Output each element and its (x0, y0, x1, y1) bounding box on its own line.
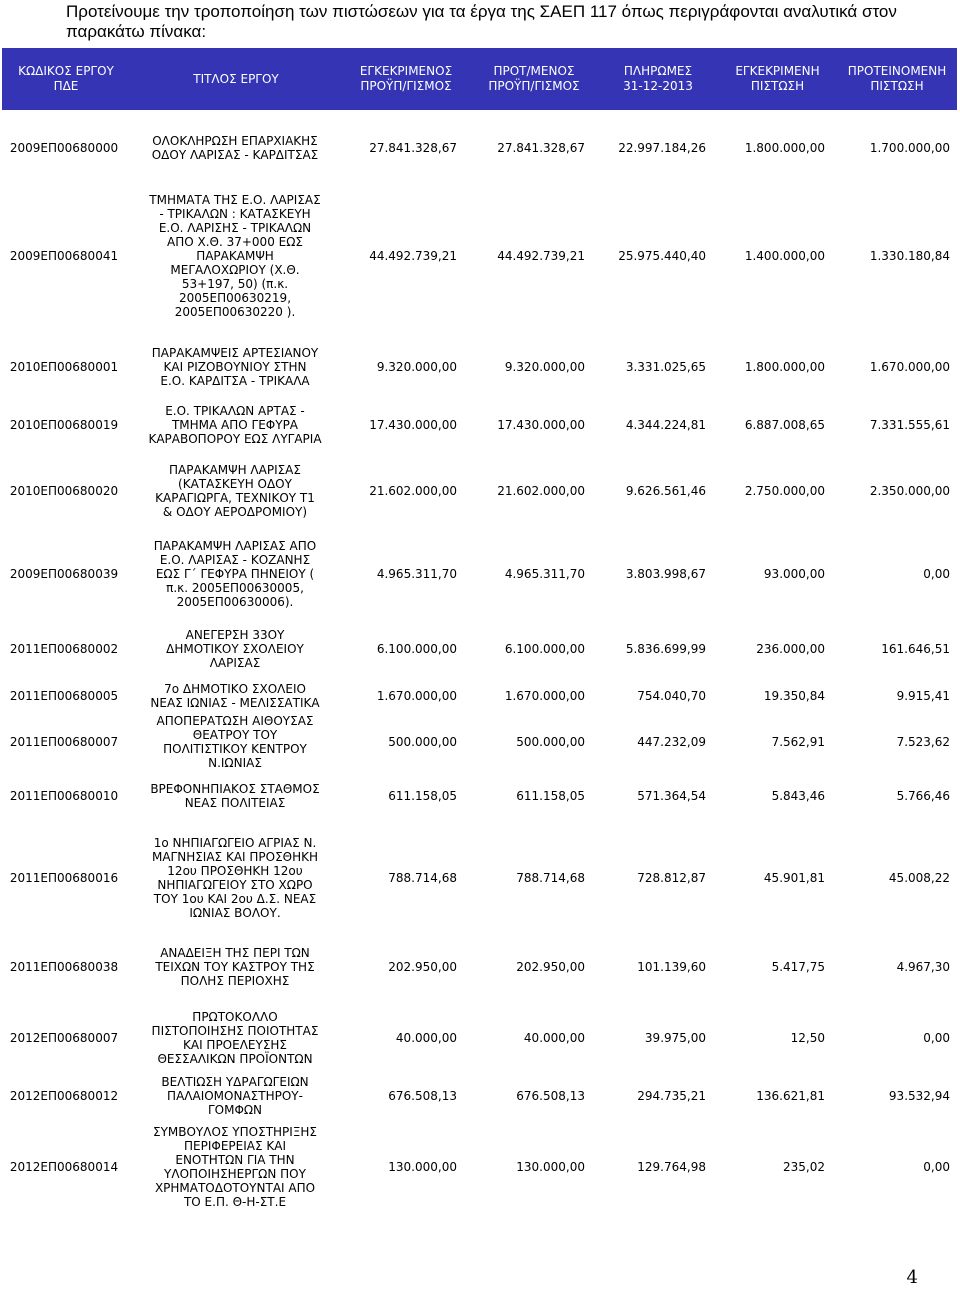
project-title-cell: 1ο ΝΗΠΙΑΓΩΓΕΙΟ ΑΓΡΙΑΣ Ν. ΜΑΓΝΗΣΙΑΣ ΚΑΙ ΠΡΟΣΘΗΚΗ 12ου ΠΡΟΣΘΗΚΗ 12ου ΝΗΠΙΑΓΩΓΕΙΟΥ ΣΤΟ ΧΩΡΟ ΤΟΥ 1ου ΚΑΙ 2ου Δ.Σ. ΝΕΑΣ ΙΩΝΙΑΣ ΒΟΛΟΥ. (151, 836, 319, 920)
project-title-cell: ΟΛΟΚΛΗΡΩΣΗ ΕΠΑΡΧΙΑΚΗΣ ΟΔΟΥ ΛΑΡΙΣΑΣ - ΚΑΡΔΙΤΣΑΣ (151, 134, 319, 162)
proposed-credit-cell: 7.331.555,61 (869, 418, 950, 432)
payments-cell: 101.139,60 (637, 960, 706, 974)
project-code-cell: 2009ΕΠ00680039 (9, 567, 119, 581)
table-row (0, 934, 960, 1000)
project-code-cell: 2010ΕΠ00680019 (9, 418, 119, 432)
proposed-credit-cell: 4.967,30 (896, 960, 950, 974)
proposed-budget-cell: 130.000,00 (516, 1160, 585, 1174)
payments-cell: 294.735,21 (637, 1089, 706, 1103)
approved-budget-cell: 17.430.000,00 (369, 418, 457, 432)
project-code-cell: 2009ΕΠ00680000 (9, 141, 119, 155)
approved-budget-cell: 27.841.328,67 (369, 141, 457, 155)
approved-budget-cell: 6.100.000,00 (376, 642, 457, 656)
approved-credit-cell: 45.901,81 (763, 871, 825, 885)
project-title-cell: ΣΥΜΒΟΥΛΟΣ ΥΠΟΣΤΗΡΙΞΗΣ ΠΕΡΙΦΕΡΕΙΑΣ ΚΑΙ ΕΝΟΤΗΤΩΝ ΓΙΑ ΤΗΝ ΥΛΟΠΟΙΗΣΗΕΡΓΩΝ ΠΟΥ ΧΡΗΜΑΤΟΔΟΤΟΥΝΤΑΙ ΑΠΟ ΤΟ Ε.Π. Θ-Η-ΣΤ.Ε (152, 1125, 318, 1209)
proposed-credit-cell: 0,00 (923, 1160, 950, 1174)
approved-credit-cell: 19.350,84 (763, 689, 825, 703)
proposed-credit-cell: 9.915,41 (896, 689, 950, 703)
payments-cell: 25.975.440,40 (618, 249, 706, 263)
table-row (0, 530, 960, 618)
proposed-credit-cell: 1.700.000,00 (869, 141, 950, 155)
header-project-title: ΤΙΤΛΟΣ ΕΡΓΟΥ (193, 71, 279, 86)
project-title-cell: ΤΜΗΜΑΤΑ ΤΗΣ Ε.Ο. ΛΑΡΙΣΑΣ - ΤΡΙΚΑΛΩΝ : ΚΑΤΑΣΚΕΥΗ Ε.Ο. ΛΑΡΙΣΗΣ - ΤΡΙΚΑΛΩΝ ΑΠΟ Χ.Θ. 37+000 ΕΩΣ ΠΑΡΑΚΑΜΨΗ ΜΕΓΑΛΟΧΩΡΙΟΥ (Χ.Θ. 53+197, 50) (π.κ. 2005ΕΠ00630219, 2005ΕΠ00630220 ). (149, 193, 321, 319)
payments-cell: 129.764,98 (637, 1160, 706, 1174)
approved-budget-cell: 611.158,05 (388, 789, 457, 803)
project-title-cell: ΠΑΡΑΚΑΜΨΗ ΛΑΡΙΣΑΣ (ΚΑΤΑΣΚΕΥΗ ΟΔΟΥ ΚΑΡΑΓΙΩΡΓΑ, ΤΕΧΝΙΚΟΥ Τ1 & ΟΔΟΥ ΑΕΡΟΔΡΟΜΙΟΥ) (155, 463, 315, 519)
proposed-budget-cell: 1.670.000,00 (504, 689, 585, 703)
project-title-cell: 7ο ΔΗΜΟΤΙΚΟ ΣΧΟΛΕΙΟ ΝΕΑΣ ΙΩΝΙΑΣ - ΜΕΛΙΣΣΑΤΙΚΑ (150, 682, 320, 710)
project-title-cell: ΑΝΕΓΕΡΣΗ 33ΟΥ ΔΗΜΟΤΙΚΟΥ ΣΧΟΛΕΙΟΥ ΛΑΡΙΣΑΣ (166, 628, 304, 670)
approved-credit-cell: 2.750.000,00 (744, 484, 825, 498)
proposed-budget-cell: 6.100.000,00 (504, 642, 585, 656)
proposed-credit-cell: 93.532,94 (888, 1089, 950, 1103)
proposed-budget-cell: 202.950,00 (516, 960, 585, 974)
project-code-cell: 2011ΕΠ00680016 (9, 871, 119, 885)
table-row (0, 827, 960, 929)
proposed-budget-cell: 611.158,05 (516, 789, 585, 803)
project-title-cell: ΑΠΟΠΕΡΑΤΩΣΗ ΑΙΘΟΥΣΑΣ ΘΕΑΤΡΟΥ ΤΟΥ ΠΟΛΙΤΙΣΤΙΚΟΥ ΚΕΝΤΡΟΥ Ν.ΙΩΝΙΑΣ (156, 714, 314, 770)
payments-cell: 39.975,00 (644, 1030, 706, 1045)
proposed-budget-cell: 44.492.739,21 (497, 249, 585, 263)
approved-budget-cell: 202.950,00 (388, 960, 457, 974)
table-row (0, 1117, 960, 1217)
approved-budget-cell: 44.492.739,21 (369, 249, 457, 263)
approved-credit-cell: 7.562,91 (771, 735, 825, 749)
project-title-cell: ΒΕΛΤΙΩΣΗ ΥΔΡΑΓΩΓΕΙΩΝ ΠΑΛΑΙΟΜΟΝΑΣΤΗΡΟΥ- ΓΟΜΦΩΝ (161, 1075, 309, 1117)
approved-credit-cell: 93.000,00 (763, 567, 825, 581)
project-code-cell: 2011ΕΠ00680038 (9, 960, 119, 974)
proposed-budget-cell: 500.000,00 (516, 735, 585, 749)
proposed-credit-cell: 7.523,62 (896, 735, 950, 749)
proposed-budget-cell: 788.714,68 (516, 871, 585, 885)
project-title-cell: ΑΝΑΔΕΙΞΗ ΤΗΣ ΠΕΡΙ ΤΩΝ ΤΕΙΧΩΝ ΤΟΥ ΚΑΣΤΡΟΥ ΤΗΣ ΠΟΛΗΣ ΠΕΡΙΟΧΗΣ (155, 946, 315, 988)
proposed-credit-cell: 5.766,46 (896, 789, 950, 803)
intro-paragraph: Προτείνουμε την τροποποίηση των πιστώσεων για τα έργα της ΣΑΕΠ 117 όπως περιγράφονται αναλυτικά στον παρακάτω πίνακα: (66, 2, 897, 41)
proposed-budget-cell: 676.508,13 (516, 1089, 585, 1103)
proposed-credit-cell: 161.646,51 (881, 642, 950, 656)
payments-cell: 571.364,54 (637, 789, 706, 803)
table-row (0, 398, 960, 452)
approved-budget-cell: 130.000,00 (388, 1160, 457, 1174)
approved-budget-cell: 9.320.000,00 (376, 360, 457, 374)
project-title-cell: ΠΑΡΑΚΑΜΨΗ ΛΑΡΙΣΑΣ ΑΠΟ Ε.Ο. ΛΑΡΙΣΑΣ - ΚΟΖΑΝΗΣ ΕΩΣ Γ΄ ΓΕΦΥΡΑ ΠΗΝΕΙΟΥ ( π.κ. 2005ΕΠ00630005, 2005ΕΠ00630006). (153, 539, 317, 609)
header-proposed-credit: ΠΡΟΤΕΙΝΟΜΕΝΗ ΠΙΣΤΩΣΗ (847, 64, 947, 93)
payments-cell: 9.626.561,46 (625, 484, 706, 498)
approved-budget-cell: 40.000,00 (395, 1030, 457, 1045)
header-approved-budget: ΕΓΚΕΚΡΙΜΕΝΟΣ ΠΡΟΫΠ/ΓΙΣΜΟΣ (359, 64, 453, 93)
proposed-budget-cell: 4.965.311,70 (504, 567, 585, 581)
table-row (0, 1074, 960, 1118)
approved-credit-cell: 5.843,46 (771, 789, 825, 803)
approved-credit-cell: 1.400.000,00 (744, 249, 825, 263)
table-row (0, 771, 960, 821)
proposed-credit-cell: 0,00 (923, 1030, 950, 1045)
payments-cell: 447.232,09 (637, 735, 706, 749)
header-proposed-budget: ΠΡΟΤ/ΜΕΝΟΣ ΠΡΟΫΠ/ΓΙΣΜΟΣ (488, 64, 580, 93)
table-row (0, 1004, 960, 1071)
approved-credit-cell: 235,02 (783, 1160, 825, 1174)
table-row (0, 117, 960, 179)
proposed-credit-cell: 1.670.000,00 (869, 360, 950, 374)
project-code-cell: 2011ΕΠ00680010 (9, 789, 119, 803)
proposed-budget-cell: 40.000,00 (523, 1030, 585, 1045)
project-title-cell: Ε.Ο. ΤΡΙΚΑΛΩΝ ΑΡΤΑΣ - ΤΜΗΜΑ ΑΠΟ ΓΕΦΥΡΑ ΚΑΡΑΒΟΠΟΡΟΥ ΕΩΣ ΛΥΓΑΡΙΑ (148, 404, 322, 446)
approved-credit-cell: 1.800.000,00 (744, 360, 825, 374)
proposed-credit-cell: 0,00 (923, 567, 950, 581)
project-code-cell: 2009ΕΠ00680041 (9, 249, 119, 263)
payments-cell: 3.803.998,67 (625, 567, 706, 581)
table-row (0, 716, 960, 768)
proposed-credit-cell: 2.350.000,00 (869, 484, 950, 498)
project-code-cell: 2011ΕΠ00680002 (9, 642, 119, 656)
proposed-budget-cell: 21.602.000,00 (497, 484, 585, 498)
project-code-cell: 2012ΕΠ00680012 (9, 1089, 119, 1103)
approved-credit-cell: 5.417,75 (771, 960, 825, 974)
approved-budget-cell: 21.602.000,00 (369, 484, 457, 498)
payments-cell: 754.040,70 (637, 689, 706, 703)
approved-credit-cell: 6.887.008,65 (744, 418, 825, 432)
payments-cell: 22.997.184,26 (618, 141, 706, 155)
table-row (0, 677, 960, 715)
project-code-cell: 2010ΕΠ00680020 (9, 484, 119, 498)
table-row (0, 337, 960, 397)
project-code-cell: 2011ΕΠ00680007 (9, 735, 119, 749)
proposed-credit-cell: 1.330.180,84 (869, 249, 950, 263)
project-code-cell: 2012ΕΠ00680007 (9, 1030, 119, 1045)
table-row (0, 455, 960, 527)
project-code-cell: 2011ΕΠ00680005 (9, 689, 119, 703)
payments-cell: 728.812,87 (637, 871, 706, 885)
table-header (2, 48, 957, 110)
approved-credit-cell: 12,50 (790, 1030, 825, 1045)
header-project-code: ΚΩΔΙΚΟΣ ΕΡΓΟΥ ΠΔΕ (18, 64, 114, 93)
table-row (0, 182, 960, 330)
payments-cell: 4.344.224,81 (625, 418, 706, 432)
project-code-cell: 2010ΕΠ00680001 (9, 360, 119, 374)
project-title-cell: ΠΡΩΤΟΚΟΛΛΟ ΠΙΣΤΟΠΟΙΗΣΗΣ ΠΟΙΟΤΗΤΑΣ ΚΑΙ ΠΡΟΕΛΕΥΣΗΣ ΘΕΣΣΑΛΙΚΩΝ ΠΡΟΪΟΝΤΩΝ (151, 1009, 319, 1066)
header-payments: ΠΛΗΡΩΜΕΣ 31-12-2013 (623, 64, 693, 93)
proposed-budget-cell: 9.320.000,00 (504, 360, 585, 374)
payments-cell: 5.836.699,99 (625, 642, 706, 656)
approved-credit-cell: 136.621,81 (756, 1089, 825, 1103)
proposed-budget-cell: 17.430.000,00 (497, 418, 585, 432)
page-number: 4 (906, 1267, 918, 1288)
proposed-budget-cell: 27.841.328,67 (497, 141, 585, 155)
approved-budget-cell: 676.508,13 (388, 1089, 457, 1103)
table-row (0, 622, 960, 676)
proposed-credit-cell: 45.008,22 (888, 871, 950, 885)
approved-budget-cell: 788.714,68 (388, 871, 457, 885)
approved-budget-cell: 1.670.000,00 (376, 689, 457, 703)
payments-cell: 3.331.025,65 (625, 360, 706, 374)
project-code-cell: 2012ΕΠ00680014 (9, 1160, 119, 1174)
header-approved-credit: ΕΓΚΕΚΡΙΜΕΝΗ ΠΙΣΤΩΣΗ (735, 64, 820, 93)
approved-budget-cell: 4.965.311,70 (376, 567, 457, 581)
project-title-cell: ΠΑΡΑΚΑΜΨΕΙΣ ΑΡΤΕΣΙΑΝΟΥ ΚΑΙ ΡΙΖΟΒΟΥΝΙΟΥ ΣΤΗΝ Ε.Ο. ΚΑΡΔΙΤΣΑ - ΤΡΙΚΑΛΑ (151, 346, 319, 388)
approved-credit-cell: 236.000,00 (756, 642, 825, 656)
approved-budget-cell: 500.000,00 (388, 735, 457, 749)
project-title-cell: ΒΡΕΦΟΝΗΠΙΑΚΟΣ ΣΤΑΘΜΟΣ ΝΕΑΣ ΠΟΛΙΤΕΙΑΣ (150, 782, 320, 810)
approved-credit-cell: 1.800.000,00 (744, 141, 825, 155)
